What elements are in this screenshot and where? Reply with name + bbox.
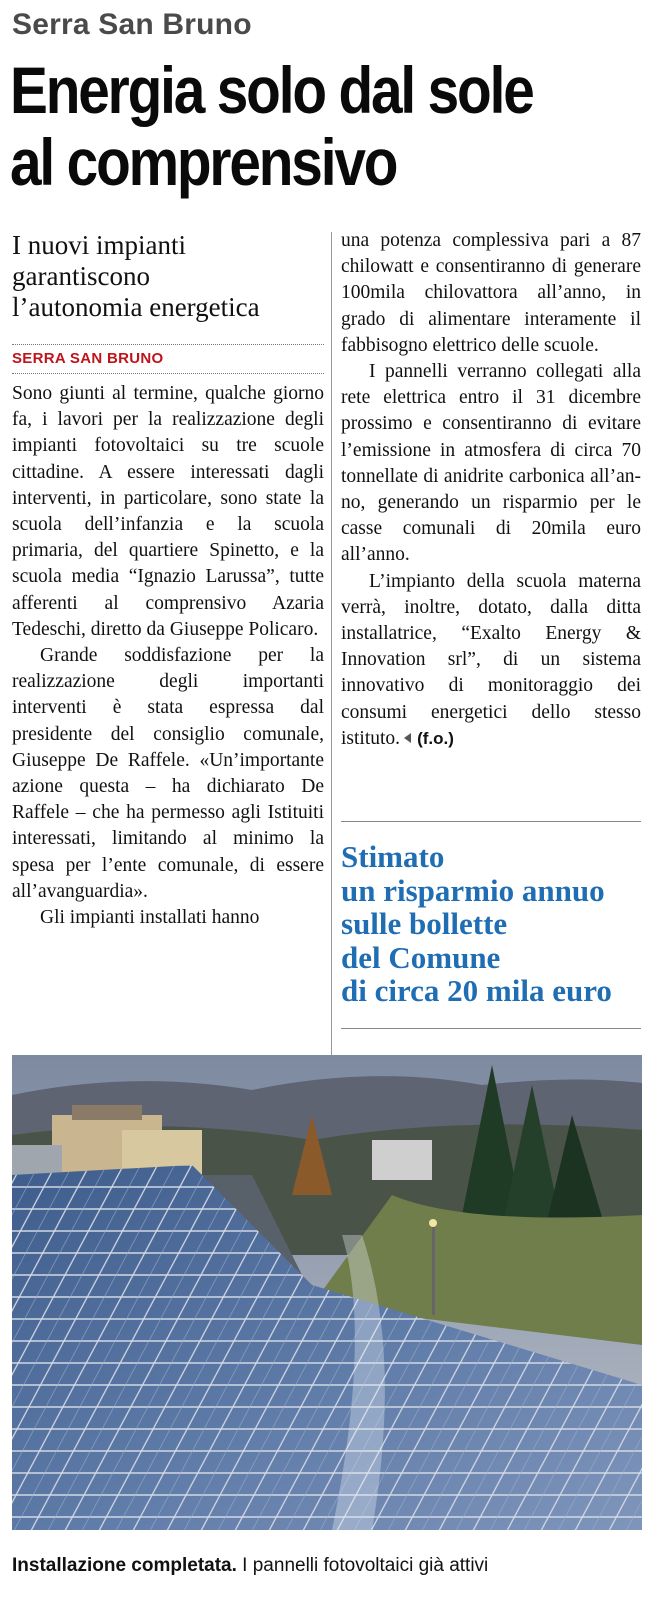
paragraph-6 [341,569,641,752]
pullquote-top-rule [341,821,641,822]
pullquote-line-2: un risparmio annuo [341,872,605,908]
section-label: Serra San Bruno [12,8,252,41]
end-of-article-icon [404,733,411,743]
caption-bold: Installazione completata. [12,1555,237,1576]
pullquote-line-1: Stimato [341,839,445,874]
article-column-left [12,381,324,931]
pullquote-bottom-rule [341,1028,641,1029]
caption-text: I pannelli fotovoltaici già attivi [236,1555,489,1576]
dateline-kicker: SERRA SAN BRUNO [12,350,164,367]
headline [10,54,569,198]
paragraph-1: Sono giunti al termine, qualche giorno fa, i lavori per la realizzazione degli impianti fotovoltaici su tre scuole cittadine. A essere interessati dagli interventi, in particolare, sono state la scuola dell’infanzia e la scuola primaria, del quartiere Spinetto, e la scuola media “Ignazio Larussa”, tutte afferenti al comprensivo Azaria Tedeschi, diretto da Giuseppe Policaro. [12,383,324,640]
paragraph-3: Gli impianti installati hanno [40,907,260,929]
paragraph-4: una potenza complessiva pari a 87 chilowatt e consentiranno di generare 100mila chilovattora all’anno, in grado di alimentare interamente il fabbisogno elettrico delle scuole. [341,230,641,356]
paragraph-6-text: L’impianto della scuola materna verrà, inoltre, dotato, dalla ditta installatrice, “Exalto Energy & Innovation srl”, di un sistema innovativo di monitoraggio dei consumi energetici dello stesso istituto. [341,570,641,749]
author-signature: (f.o.) [417,728,454,748]
article-column-right [341,228,641,752]
pullquote-line-4: del Comune [341,939,501,975]
subheadline [12,230,324,323]
subhead-divider [12,344,324,345]
headline-line-2: al comprensivo [10,125,397,199]
kicker-divider [12,373,324,374]
pullquote-line-3: sulle bollette [341,906,508,941]
subhead-line-2: garantiscono [12,261,150,291]
subhead-line-1: I nuovi impianti [12,230,186,260]
headline-line-1: Energia solo dal sole [10,53,533,127]
column-divider [331,232,332,1060]
pullquote [341,840,651,1008]
photo-caption [12,1555,652,1577]
solar-panels-photo [12,1055,642,1530]
pullquote-line-5: di circa 20 mila euro [341,973,612,1008]
subhead-line-3: l’autonomia energetica [12,292,260,322]
paragraph-5: I pannelli verranno collegati alla rete elettrica entro il 31 dicembre prossimo e consentiranno di evitare l’emissione in atmosfera di circa 70 tonnellate di anidrite carbonica all’anno, generando un risparmio per le casse comunali di 20mila euro all’anno. [341,361,641,566]
paragraph-2: Grande soddisfazione per la realizzazione degli importanti interventi è stata espressa dal presidente del consiglio comunale, Giuseppe De Raffele. «Un’importante azione questa – ha dichiarato De Raffele – che ha permesso agli Istituiti interessati, limitando al minimo la spesa per l’ente comunale, di essere all’avanguardia». [12,645,324,902]
